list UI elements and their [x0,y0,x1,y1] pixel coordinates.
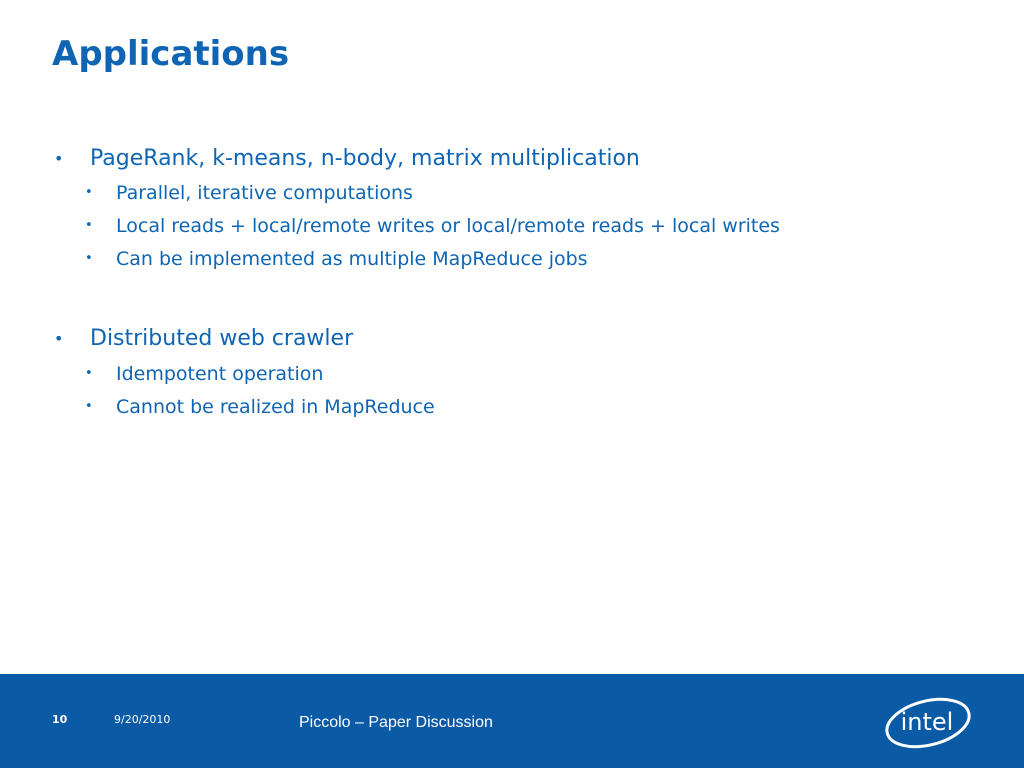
page-number: 10 [52,713,68,726]
sub-bullet-text: Parallel, iterative computations [116,182,413,204]
slide-date: 9/20/2010 [114,713,171,726]
intel-logo-icon [880,690,980,754]
sub-bullet-text: Local reads + local/remote writes or local/remote reads + local writes [116,215,780,237]
sub-bullet-text: Cannot be realized in MapReduce [116,396,435,418]
bullet-item [54,325,354,353]
sub-bullet-text: Idempotent operation [116,363,324,385]
sub-bullet-item [85,246,588,272]
bullet-dot-icon: • [54,329,64,348]
bullet-dot-icon: • [85,399,93,414]
bullet-dot-icon: • [85,218,93,233]
bullet-dot-icon: • [85,251,93,266]
sub-bullet-item [85,394,435,420]
bullet-dot-icon: • [85,366,93,381]
bullet-text: Distributed web crawler [90,326,354,351]
sub-bullet-item [85,180,413,206]
bullet-item [54,145,640,173]
sub-bullet-text: Can be implemented as multiple MapReduce jobs [116,248,588,270]
footer-title: Piccolo – Paper Discussion [299,714,493,731]
logo-text: intel [900,708,954,736]
slide-title: Applications [52,34,290,74]
footer-bar [0,674,1024,768]
sub-bullet-item [85,213,780,239]
bullet-dot-icon: • [85,185,93,200]
bullet-dot-icon: • [54,149,64,168]
bullet-text: PageRank, k-means, n-body, matrix multiplication [90,146,640,171]
sub-bullet-item [85,361,324,387]
